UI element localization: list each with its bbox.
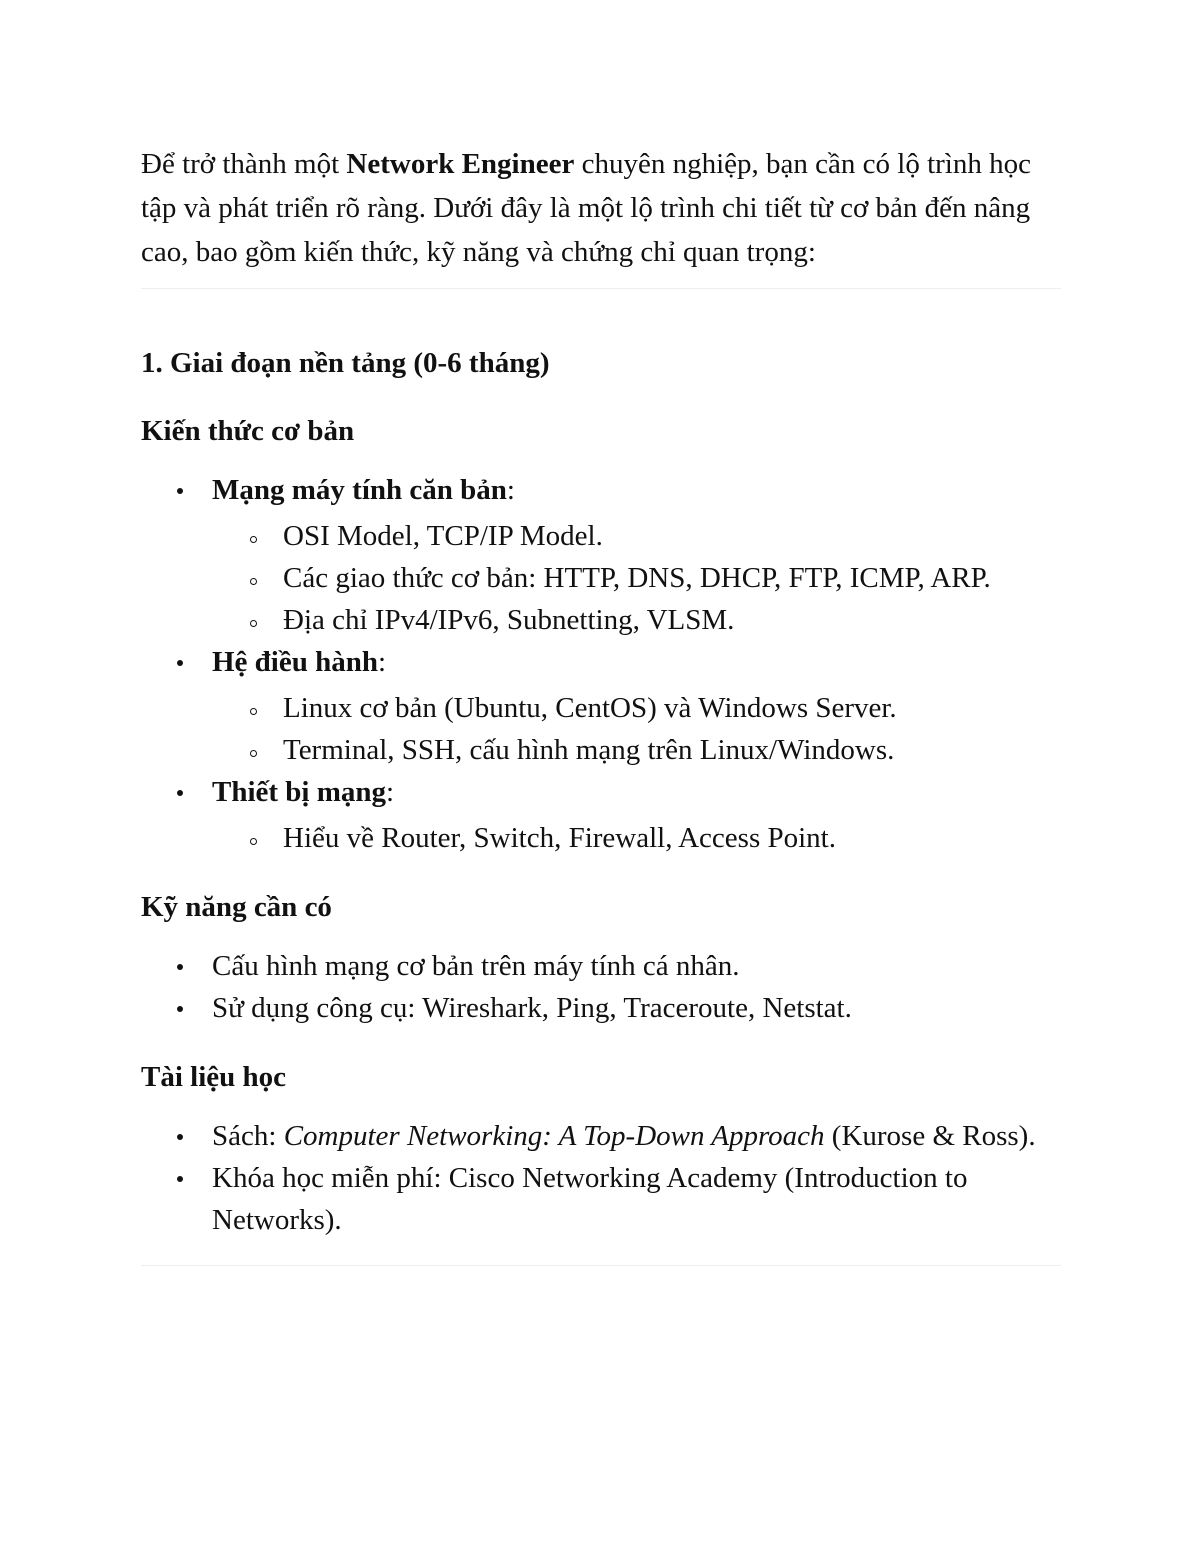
book-prefix: Sách:	[212, 1120, 284, 1152]
section-title: 1. Giai đoạn nền tảng (0-6 tháng)	[141, 347, 550, 379]
list-item	[141, 771, 1061, 859]
divider-bottom	[141, 1265, 1061, 1266]
knowledge-list	[141, 469, 1061, 859]
colon: :	[386, 776, 395, 808]
sub-list-item: Linux cơ bản (Ubuntu, CentOS) và Windows Server.	[212, 687, 1061, 729]
sub-list-item: OSI Model, TCP/IP Model.	[212, 515, 1061, 557]
sub-list	[212, 817, 1061, 859]
intro-text-1: Để trở thành một	[141, 148, 347, 180]
group-label: Thiết bị mạng	[212, 776, 387, 808]
list-item: Khóa học miễn phí: Cisco Networking Academy (Introduction to Networks).	[141, 1157, 1061, 1241]
sub-list-item: Địa chỉ IPv4/IPv6, Subnetting, VLSM.	[212, 599, 1061, 641]
book-suffix: (Kurose & Ross).	[824, 1120, 1036, 1152]
skills-list	[141, 945, 1061, 1029]
list-item: Sử dụng công cụ: Wireshark, Ping, Traceroute, Netstat.	[141, 987, 1061, 1029]
skills-heading: Kỹ năng cần có	[141, 891, 332, 923]
materials-list	[141, 1115, 1061, 1241]
sub-list-item: Các giao thức cơ bản: HTTP, DNS, DHCP, FTP, ICMP, ARP.	[212, 557, 1061, 599]
colon: :	[378, 646, 387, 678]
intro-paragraph	[141, 142, 1061, 274]
materials-heading: Tài liệu học	[141, 1061, 287, 1093]
sub-list	[212, 687, 1061, 771]
group-label: Hệ điều hành	[212, 646, 378, 678]
group-label: Mạng máy tính căn bản	[212, 474, 507, 506]
intro-text-2: chuyên nghiệp, bạn cần có lộ trình học tập và phát triển rõ ràng. Dưới đây là một lộ trình chi tiết từ cơ bản đến nâng cao, bao gồm kiến thức, kỹ năng và chứng chỉ quan trọng:	[141, 148, 1031, 268]
list-item	[141, 641, 1061, 771]
list-item	[141, 469, 1061, 641]
book-title: Computer Networking: A Top-Down Approach	[283, 1120, 825, 1152]
sub-list	[212, 515, 1061, 641]
list-item: Cấu hình mạng cơ bản trên máy tính cá nhân.	[141, 945, 1061, 987]
divider-top	[141, 288, 1061, 289]
sub-list-item: Terminal, SSH, cấu hình mạng trên Linux/Windows.	[212, 729, 1061, 771]
sub-list-item: Hiểu về Router, Switch, Firewall, Access Point.	[212, 817, 1061, 859]
knowledge-heading: Kiến thức cơ bản	[141, 415, 355, 447]
list-item	[141, 1115, 1061, 1157]
colon: :	[506, 474, 515, 506]
document-content	[141, 142, 1061, 1266]
intro-bold-term: Network Engineer	[346, 148, 575, 180]
